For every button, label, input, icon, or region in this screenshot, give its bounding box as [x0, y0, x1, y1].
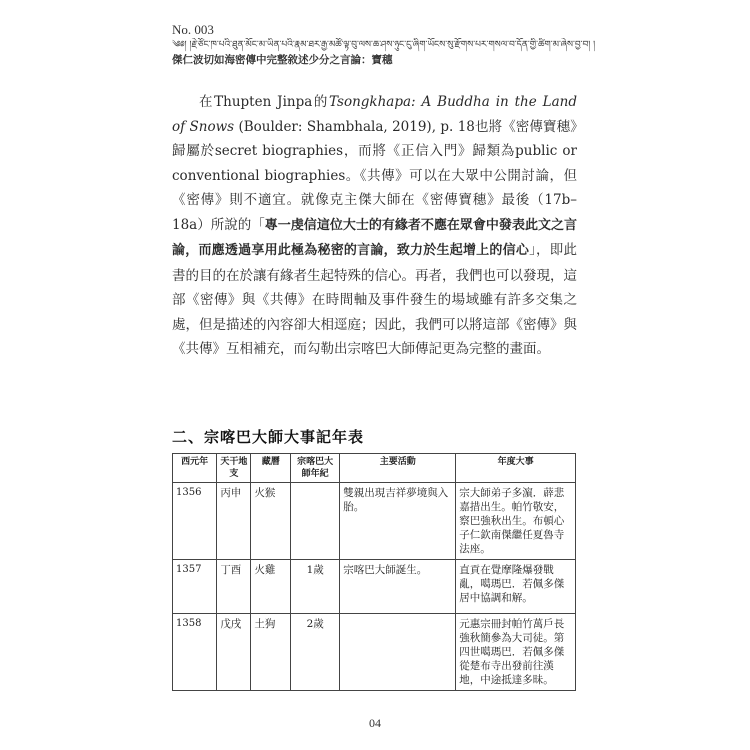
quoted-passage: 專一虔信這位大士的有緣者不應在眾會中發表此文之言論，而應透過享用此極為秘密的言論，致力於生起增上的信心: [172, 217, 577, 258]
paragraph-1: [172, 90, 577, 362]
cell-events: 宗大師弟子多濵．薜悲嘉措出生。帕竹敬安，察巴強秋出生。布頓心子仁欽南傑繼任夏魯寺法座。: [456, 483, 576, 560]
cell-main: 宗喀巴大師誕生。: [340, 560, 456, 614]
header-age: 宗喀巴大師年紀: [291, 454, 340, 483]
header-events: 年度大事: [456, 454, 576, 483]
cell-year: 1358: [173, 614, 217, 691]
cell-events: 元惠宗冊封帕竹萬戶長強秋簡參為大司徒。第四世噶瑪巴．若佩多傑從楚布寺出發前往漢地，中途抵達多昧。: [456, 614, 576, 691]
cell-lunar: 火雞: [251, 560, 291, 614]
cell-lunar: 土狗: [251, 614, 291, 691]
cell-year: 1357: [173, 560, 217, 614]
header-main: 主要活動: [340, 454, 456, 483]
cell-ganzhi: 丁酉: [217, 560, 251, 614]
chronology-table: [172, 453, 576, 691]
p1-part-c: 」，即此書的目的在於讓有緣者生起特殊的信心。再者，我們也可以發現，這部《密傳》與《共傳》在時間軸及事件發生的場域雖有許多交集之處，但是描述的內容卻大相逕庭；因此，我們可以將這部《密傳》與《共傳》互相補充，而勾勒出宗喀巴大師傳記更為完整的畫面。: [172, 242, 577, 357]
cell-main: [340, 614, 456, 691]
cell-events: 直貢在覺摩隆爆發戰亂，噶瑪巴．若佩多傑居中協調和解。: [456, 560, 576, 614]
section-heading: 二、宗喀巴大師大事記年表: [172, 428, 365, 446]
cell-ganzhi: 戊戌: [217, 614, 251, 691]
p1-part-b: (Boulder: Shambhala, 2019), p. 18也將《密傳寶穗》歸屬於secret biographies，而將《正信入門》歸類為public or conventional biographies。《共傳》可以在大眾中公開討論，但《密傳》則不適宜。就像克主傑大師在《密傳寶穗》最後（17b–18a）所說的「: [172, 118, 577, 233]
page-number: 04: [369, 716, 381, 730]
table-row: [173, 483, 576, 560]
body-paragraph: [172, 90, 577, 362]
cell-main: 雙親出現吉祥夢境與入胎。: [340, 483, 456, 560]
cell-year: 1356: [173, 483, 217, 560]
cell-age: [291, 483, 340, 560]
table-row: [173, 560, 576, 614]
page-header: [172, 22, 612, 68]
header-ganzhi: 天干地支: [217, 454, 251, 483]
cell-lunar: 火猴: [251, 483, 291, 560]
p1-intro: 在Thupten Jinpa的: [199, 94, 330, 110]
document-number: No. 003: [172, 22, 214, 37]
cell-age: 2歲: [291, 614, 340, 691]
book-title: Tsongkhapa: A Buddha in the Land of Snows: [172, 94, 577, 135]
tibetan-title: ༄༅། །རྗེ་ཙོང་ཁ་པའི་ཐུན་མོང་མ་ཡིན་པའི་རྣམ་ཐར་རྒྱ་མཚོ་ལྟ་བུ་ལས་ཆ་ཤས་ཉུང་ངུ་ཞིག་ཡོངས་སུ་རྫོགས་པར་གསལ་བ་དོན་གྱི་ཚིག་མ་ཞེས་བྱ་བ། །: [172, 40, 596, 50]
cell-age: 1歲: [291, 560, 340, 614]
table-header-row: [173, 454, 576, 483]
table-row: [173, 614, 576, 691]
header-year: 西元年: [173, 454, 217, 483]
cell-ganzhi: 丙申: [217, 483, 251, 560]
chinese-subtitle: 傑仁波切如海密傳中完整敘述少分之言論：寶穗: [172, 54, 393, 66]
header-lunar: 藏曆: [251, 454, 291, 483]
